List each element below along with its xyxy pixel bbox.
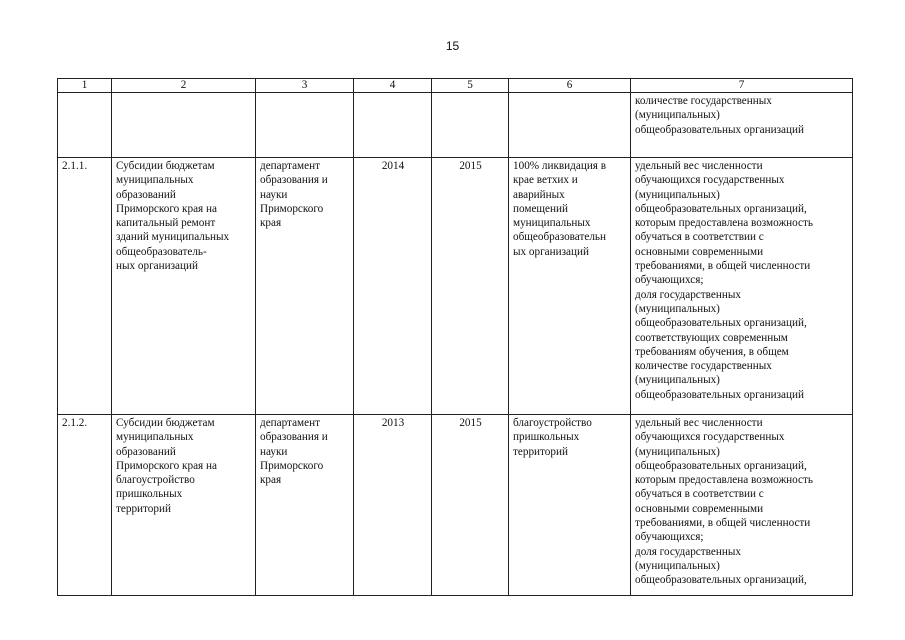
expected-result-cell: благоустройство пришкольных территорий xyxy=(509,415,631,596)
indicators-cell: удельный вес численности обучающихся государственных (муниципальных) общеобразовательных организаций, которым предоставлена возможность обучаться в соответствии с основными современными требованиями, в общей численности обучающихся; доля государственных (муниципальных) общеобразовательных организаций, соответствующих современным требованиям обучения, в общем количестве государственных (муниципальных) общеобразовательных организаций xyxy=(631,158,853,415)
indicators-cell: количестве государственных (муниципальных) общеобразовательных организаций xyxy=(631,93,853,158)
end-year-cell: 2015 xyxy=(432,158,509,415)
table-row xyxy=(58,415,853,596)
start-year-cell: 2014 xyxy=(354,158,432,415)
expected-result-cell xyxy=(509,93,631,158)
executor-cell xyxy=(256,93,354,158)
item-name-cell xyxy=(112,93,256,158)
column-header-4: 4 xyxy=(354,79,432,93)
header-row xyxy=(58,79,853,93)
column-header-7: 7 xyxy=(631,79,853,93)
item-name-cell: Субсидии бюджетам муниципальных образований Приморского края на капитальный ремонт зданий муниципальных общеобразователь- ных организаций xyxy=(112,158,256,415)
expected-result-cell: 100% ликвидация в крае ветхих и аварийных помещений муниципальных общеобразовательн ых организаций xyxy=(509,158,631,415)
item-number-cell xyxy=(58,93,112,158)
executor-cell: департамент образования и науки Приморского края xyxy=(256,415,354,596)
column-header-2: 2 xyxy=(112,79,256,93)
end-year-cell: 2015 xyxy=(432,415,509,596)
executor-cell: департамент образования и науки Приморского края xyxy=(256,158,354,415)
program-table xyxy=(57,78,853,596)
column-header-3: 3 xyxy=(256,79,354,93)
item-number-cell: 2.1.2. xyxy=(58,415,112,596)
start-year-cell: 2013 xyxy=(354,415,432,596)
page-number: 15 xyxy=(445,39,460,53)
table-row xyxy=(58,158,853,415)
end-year-cell xyxy=(432,93,509,158)
column-header-1: 1 xyxy=(58,79,112,93)
column-header-5: 5 xyxy=(432,79,509,93)
indicators-cell: удельный вес численности обучающихся государственных (муниципальных) общеобразовательных организаций, которым предоставлена возможность обучаться в соответствии с основными современными требованиями, в общей численности обучающихся; доля государственных (муниципальных) общеобразовательных организаций, xyxy=(631,415,853,596)
column-header-6: 6 xyxy=(509,79,631,93)
item-name-cell: Субсидии бюджетам муниципальных образований Приморского края на благоустройство пришкольных территорий xyxy=(112,415,256,596)
table-row xyxy=(58,93,853,158)
start-year-cell xyxy=(354,93,432,158)
item-number-cell: 2.1.1. xyxy=(58,158,112,415)
